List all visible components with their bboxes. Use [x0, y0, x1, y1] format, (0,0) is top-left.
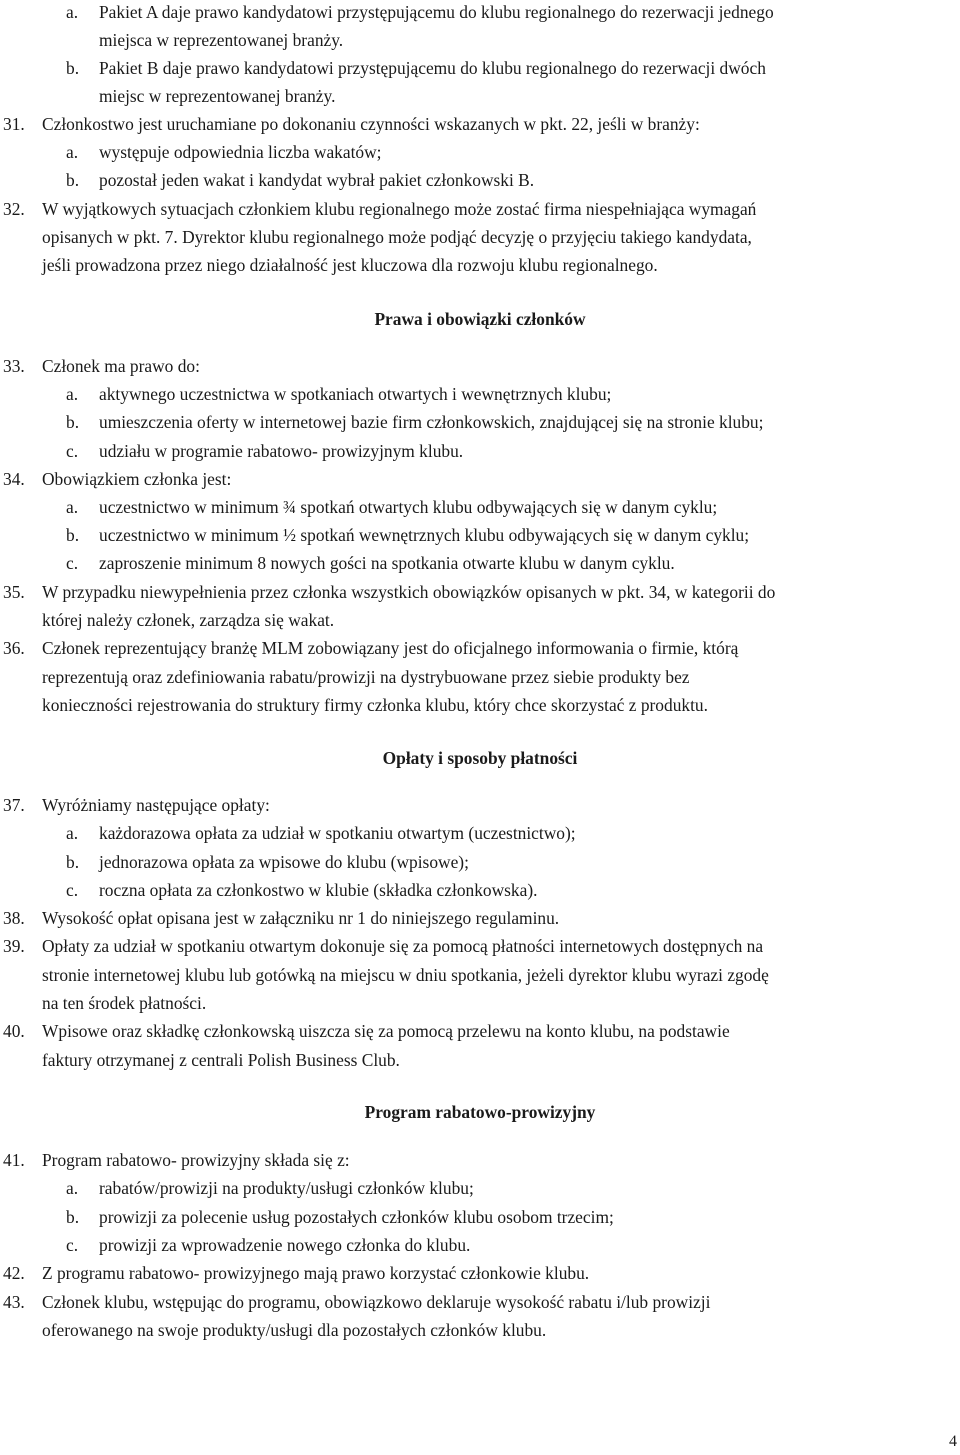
paragraph-text: Członek ma prawo do:: [42, 356, 200, 376]
list-marker: a.: [66, 142, 79, 162]
paragraph-number: 38.: [3, 908, 25, 928]
paragraph-text: Z programu rabatowo- prowizyjnego mają prawo korzystać członkowie klubu.: [42, 1263, 590, 1283]
paragraph-number: 36.: [3, 638, 25, 658]
list-marker: b.: [66, 1207, 80, 1227]
list-item-text: uczestnictwo w minimum ¾ spotkań otwartych klubu odbywających się w danym cyklu;: [99, 497, 718, 517]
paragraph-number: 32.: [3, 199, 25, 219]
paragraph-text: oferowanego na swoje produkty/usługi dla pozostałych członków klubu.: [42, 1320, 547, 1340]
list-item-text: każdorazowa opłata za udział w spotkaniu otwartym (uczestnictwo);: [99, 823, 576, 843]
list-item-text: prowizji za polecenie usług pozostałych członków klubu osobom trzecim;: [99, 1207, 614, 1227]
list-marker: a.: [66, 1178, 79, 1198]
paragraph-text: reprezentują oraz zdefiniowania rabatu/prowizji na dystrybuowane przez siebie produkty bez: [42, 667, 690, 687]
list-marker: b.: [66, 852, 80, 872]
paragraph-text: Członek reprezentujący branżę MLM zobowiązany jest do oficjalnego informowania o firmie, którą: [42, 638, 739, 658]
list-item-text: prowizji za wprowadzenie nowego członka do klubu.: [99, 1235, 471, 1255]
list-marker: a.: [66, 2, 79, 22]
list-marker: c.: [66, 553, 79, 573]
list-item-text: aktywnego uczestnictwa w spotkaniach otwartych i wewnętrznych klubu;: [99, 384, 612, 404]
list-item-text: pozostał jeden wakat i kandydat wybrał pakiet członkowski B.: [99, 170, 535, 190]
paragraph-number: 40.: [3, 1021, 25, 1041]
list-item-text: uczestnictwo w minimum ½ spotkań wewnętrznych klubu odbywających się w danym cyklu;: [99, 525, 750, 545]
list-item-text: Pakiet B daje prawo kandydatowi przystępującemu do klubu regionalnego do rezerwacji dwóch: [99, 58, 766, 78]
paragraph-text: konieczności rejestrowania do struktury firmy członka klubu, który chce skorzystać z produktu.: [42, 695, 708, 715]
list-marker: b.: [66, 58, 80, 78]
paragraph-number: 33.: [3, 356, 25, 376]
paragraph-number: 41.: [3, 1150, 25, 1170]
list-item-text: zaproszenie minimum 8 nowych gości na spotkania otwarte klubu w danym cyklu.: [99, 553, 675, 573]
section-heading: Prawa i obowiązki członków: [374, 309, 586, 329]
list-marker: a.: [66, 497, 79, 517]
paragraph-text: Obowiązkiem członka jest:: [42, 469, 232, 489]
paragraph-text: opisanych w pkt. 7. Dyrektor klubu regionalnego może podjąć decyzję o przyjęciu takiego kandydata,: [42, 227, 752, 247]
list-item-text: występuje odpowiednia liczba wakatów;: [99, 142, 382, 162]
paragraph-text: Program rabatowo- prowizyjny składa się z:: [42, 1150, 350, 1170]
paragraph-text: faktury otrzymanej z centrali Polish Business Club.: [42, 1050, 400, 1070]
section-heading: Opłaty i sposoby płatności: [382, 748, 578, 768]
paragraph-text: W przypadku niewypełnienia przez członka wszystkich obowiązków opisanych w pkt. 34, w kategorii do: [42, 582, 776, 602]
list-marker: c.: [66, 1235, 79, 1255]
paragraph-text: W wyjątkowych sytuacjach członkiem klubu regionalnego może zostać firma niespełniająca wymagań: [42, 199, 757, 219]
paragraph-number: 35.: [3, 582, 25, 602]
paragraph-number: 37.: [3, 795, 25, 815]
paragraph-text: Wyróżniamy następujące opłaty:: [42, 795, 270, 815]
list-marker: b.: [66, 525, 80, 545]
paragraph-number: 39.: [3, 936, 25, 956]
list-marker: a.: [66, 384, 79, 404]
list-item-text: umieszczenia oferty w internetowej bazie firm członkowskich, znajdującej się na stronie klubu;: [99, 412, 764, 432]
paragraph-number: 42.: [3, 1263, 25, 1283]
list-marker: c.: [66, 441, 79, 461]
paragraph-text: stronie internetowej klubu lub gotówką na miejscu w dniu spotkania, jeżeli dyrektor klubu wyrazi zgodę: [42, 965, 769, 985]
list-marker: a.: [66, 823, 79, 843]
list-marker: b.: [66, 412, 80, 432]
paragraph-text: Członek klubu, wstępując do programu, obowiązkowo deklaruje wysokość rabatu i/lub prowizji: [42, 1292, 711, 1312]
paragraph-text: Wysokość opłat opisana jest w załączniku nr 1 do niniejszego regulaminu.: [42, 908, 560, 928]
list-marker: c.: [66, 880, 79, 900]
list-item-text: rabatów/prowizji na produkty/usługi członków klubu;: [99, 1178, 474, 1198]
paragraph-number: 31.: [3, 114, 25, 134]
list-item-text: udziału w programie rabatowo- prowizyjnym klubu.: [99, 441, 464, 461]
paragraph-text: jeśli prowadzona przez niego działalność jest kluczowa dla rozwoju klubu regionalnego.: [42, 255, 658, 275]
paragraph-number: 34.: [3, 469, 25, 489]
page-number: 4: [949, 1433, 957, 1450]
list-item-text: roczna opłata za członkostwo w klubie (składka członkowska).: [99, 880, 538, 900]
list-item-text: miejsca w reprezentowanej branży.: [99, 30, 344, 50]
paragraph-text: Wpisowe oraz składkę członkowską uiszcza się za pomocą przelewu na konto klubu, na podstawie: [42, 1021, 730, 1041]
list-item-text: Pakiet A daje prawo kandydatowi przystępującemu do klubu regionalnego do rezerwacji jednego: [99, 2, 774, 22]
paragraph-text: na ten środek płatności.: [42, 993, 207, 1013]
list-item-text: miejsc w reprezentowanej branży.: [99, 86, 336, 106]
paragraph-text: Opłaty za udział w spotkaniu otwartym dokonuje się za pomocą płatności internetowych dostępnych na: [42, 936, 764, 956]
paragraph-text: Członkostwo jest uruchamiane po dokonaniu czynności wskazanych w pkt. 22, jeśli w branży:: [42, 114, 700, 134]
paragraph-number: 43.: [3, 1292, 25, 1312]
list-marker: b.: [66, 170, 80, 190]
list-item-text: jednorazowa opłata za wpisowe do klubu (wpisowe);: [99, 852, 469, 872]
section-heading: Program rabatowo-prowizyjny: [364, 1102, 596, 1122]
paragraph-text: której należy członek, zarządza się wakat.: [42, 610, 335, 630]
